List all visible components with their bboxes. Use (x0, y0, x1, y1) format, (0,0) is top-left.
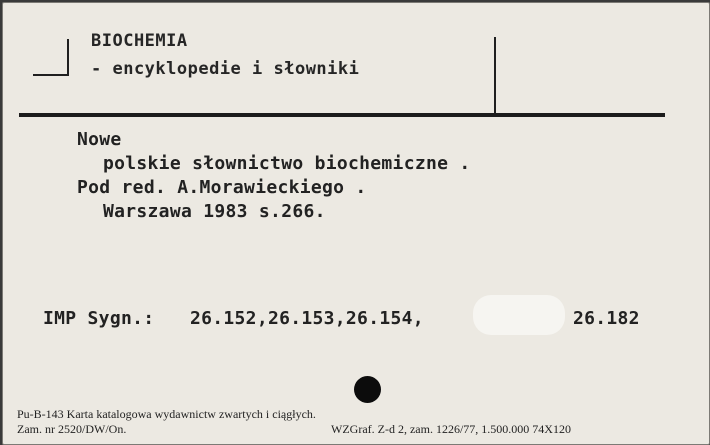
sygn-last-value: 26.182 (573, 308, 640, 329)
footer-line1: Pu-B-143 Karta katalogowa wydawnictw zwartych i ciągłych. (17, 407, 316, 421)
punch-hole (354, 376, 381, 403)
entry-title-line1: Nowe (77, 129, 122, 150)
corner-bracket-vertical (67, 39, 69, 75)
catalog-card (2, 2, 710, 445)
header-rule (19, 113, 665, 117)
header-divider (494, 37, 496, 115)
entry-imprint-line: Warszawa 1983 s.266. (103, 201, 326, 222)
sygn-values: 26.152,26.153,26.154, (190, 308, 424, 329)
entry-editor-line: Pod red. A.Morawieckiego . (77, 177, 367, 198)
sygn-label: IMP Sygn.: (43, 308, 155, 329)
corner-bracket-horizontal (33, 74, 69, 76)
card-header (3, 3, 497, 113)
subject-subheading: - encyklopedie i słowniki (91, 59, 360, 79)
faded-stamp (473, 295, 565, 335)
footer-line2-right: WZGraf. Z-d 2, zam. 1226/77, 1.500.000 74X120 (331, 422, 571, 436)
entry-title-line2: polskie słownictwo biochemiczne . (103, 153, 471, 174)
subject-heading: BIOCHEMIA (91, 31, 188, 51)
footer-line2-left: Zam. nr 2520/DW/On. (17, 422, 127, 436)
